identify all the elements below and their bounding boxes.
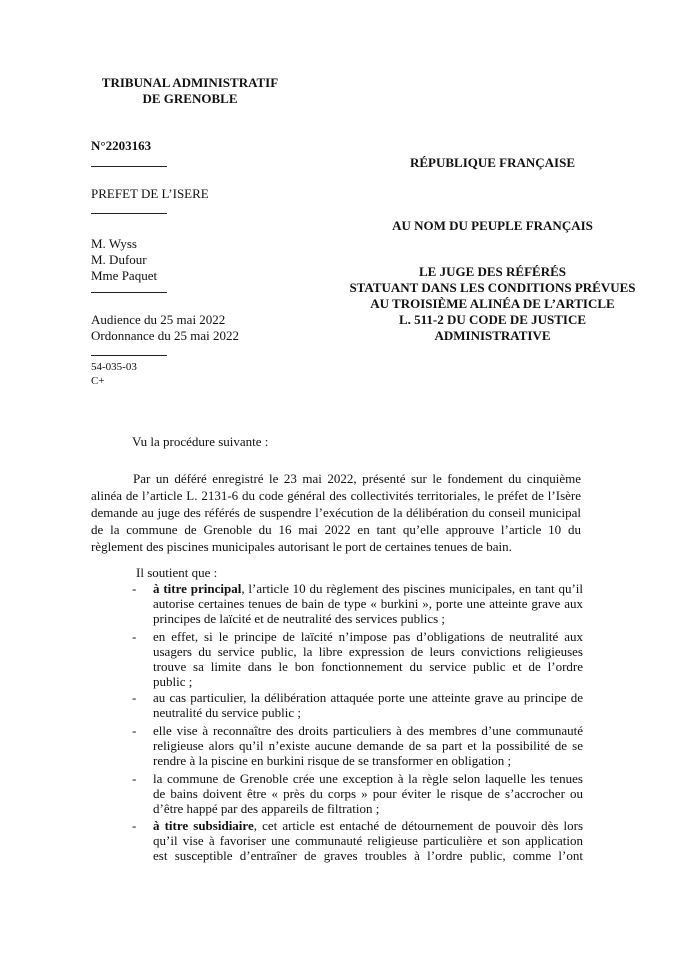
order-date: Ordonnance du 25 mai 2022 [91,328,240,343]
court-name-line1: TRIBUNAL ADMINISTRATIF [101,75,279,90]
argument-line: public ; [153,674,193,689]
argument-lead: à titre principal [153,581,242,596]
paragraph-line: demande au juge des référés de suspendre l’exécution de la délibération du conseil municipal [91,505,581,520]
bullet-marker: - [132,818,137,833]
paragraph-line: de la commune de Grenoble du 16 mai 2022 en tant qu’elle approuve l’article 10 du [91,522,581,537]
argument-line: d’être happé par des appareils de filtration ; [153,801,380,816]
judge-heading-line: LE JUGE DES RÉFÉRÉS [418,264,566,279]
judge-heading-line: AU TROISIÈME ALINÉA DE L’ARTICLE [370,296,615,311]
court-name-line2: DE GRENOBLE [142,91,238,106]
divider [91,355,167,356]
argument-line: trouve sa limite dans le bon fonctionnement du service public et de l’ordre [153,659,583,674]
persons-list [91,236,157,284]
person-name: M. Dufour [91,252,147,267]
argument-line: usagers du service public, la libre expression de leurs convictions religieuses [153,644,583,659]
bullet-marker: - [132,629,137,644]
argument-line: neutralité du service public ; [153,705,302,720]
case-number: N°2203163 [91,138,152,153]
argument-item [153,690,583,720]
bullet-marker: - [132,581,137,596]
divider [91,213,167,214]
bullet-marker: - [132,690,137,705]
paragraph-line: règlement des piscines municipales autorisant le port de certaines tenues de bain. [91,539,512,554]
judge-heading-line: L. 511-2 DU CODE DE JUSTICE [398,312,587,327]
argument-item [153,581,583,626]
argument-lead: à titre subsidiaire [153,818,254,833]
argument-line: de bains doivent être « près du corps » pour éviter le risque de s’accrocher ou [153,786,583,801]
classification-codes [91,360,137,388]
procedure-intro: Vu la procédure suivante : [132,434,269,449]
divider [91,292,167,293]
judge-heading-line: STATUANT DANS LES CONDITIONS PRÉVUES [349,280,636,295]
argument-line: la commune de Grenoble crée une exception à la règle selon laquelle les tenues [153,771,583,786]
classification-mark: C+ [91,375,105,387]
person-name: Mme Paquet [91,268,158,283]
referral-paragraph [91,470,581,555]
judge-heading [330,264,655,344]
argument-line: autorise certaines tenues de bain de type « burkini », porte une atteinte grave aux [153,596,583,611]
argument-line: est susceptible d’entraîner de graves troubles à l’ordre public, comme l’ont [153,848,583,863]
argument-item [153,771,583,816]
paragraph-line: Par un déféré enregistré le 23 mai 2022, présenté sur le fondement du cinquième [133,471,581,486]
bullet-marker: - [132,723,137,738]
maintains-heading: Il soutient que : [136,565,218,580]
argument-line: , l’article 10 du règlement des piscines municipales, en tant qu’il [241,581,583,596]
argument-item [153,723,583,768]
in-name-heading: AU NOM DU PEUPLE FRANÇAIS [392,218,593,233]
hearing-date: Audience du 25 mai 2022 [91,312,226,327]
plaintiff: PREFET DE L’ISERE [91,186,209,201]
judge-heading-line: ADMINISTRATIVE [434,328,551,343]
argument-line: religieuse alors qu’il n’existe aucune demande de sa part et la possibilité de se [153,738,583,753]
court-name [100,75,280,107]
republic-heading: RÉPUBLIQUE FRANÇAISE [409,155,576,170]
argument-line: , cet article est entaché de détournement de pouvoir dès lors [253,818,584,833]
argument-line: elle vise à reconnaître des droits particuliers à des membres d’une communauté [153,723,583,738]
argument-line: en effet, si le principe de laïcité n’impose pas d’obligations de neutralité aux [153,629,583,644]
divider [91,166,167,167]
dates [91,312,239,344]
argument-line: rendre à la piscine en burkini risque de se transformer en obligation ; [153,753,512,768]
argument-line: qu’il vise à favoriser une communauté religieuse particulière et son application [153,833,583,848]
bullet-marker: - [132,771,137,786]
person-name: M. Wyss [91,236,137,251]
argument-item [153,818,583,863]
argument-item [153,629,583,689]
paragraph-line: alinéa de l’article L. 2131-6 du code général des collectivités territoriales, le préfet de l’Isère [91,488,581,503]
argument-line: au cas particulier, la délibération attaquée porte une atteinte grave au principe de [153,690,583,705]
argument-line: principes de laïcité et de neutralité des services publics ; [153,611,446,626]
code-number: 54-035-03 [91,361,137,373]
